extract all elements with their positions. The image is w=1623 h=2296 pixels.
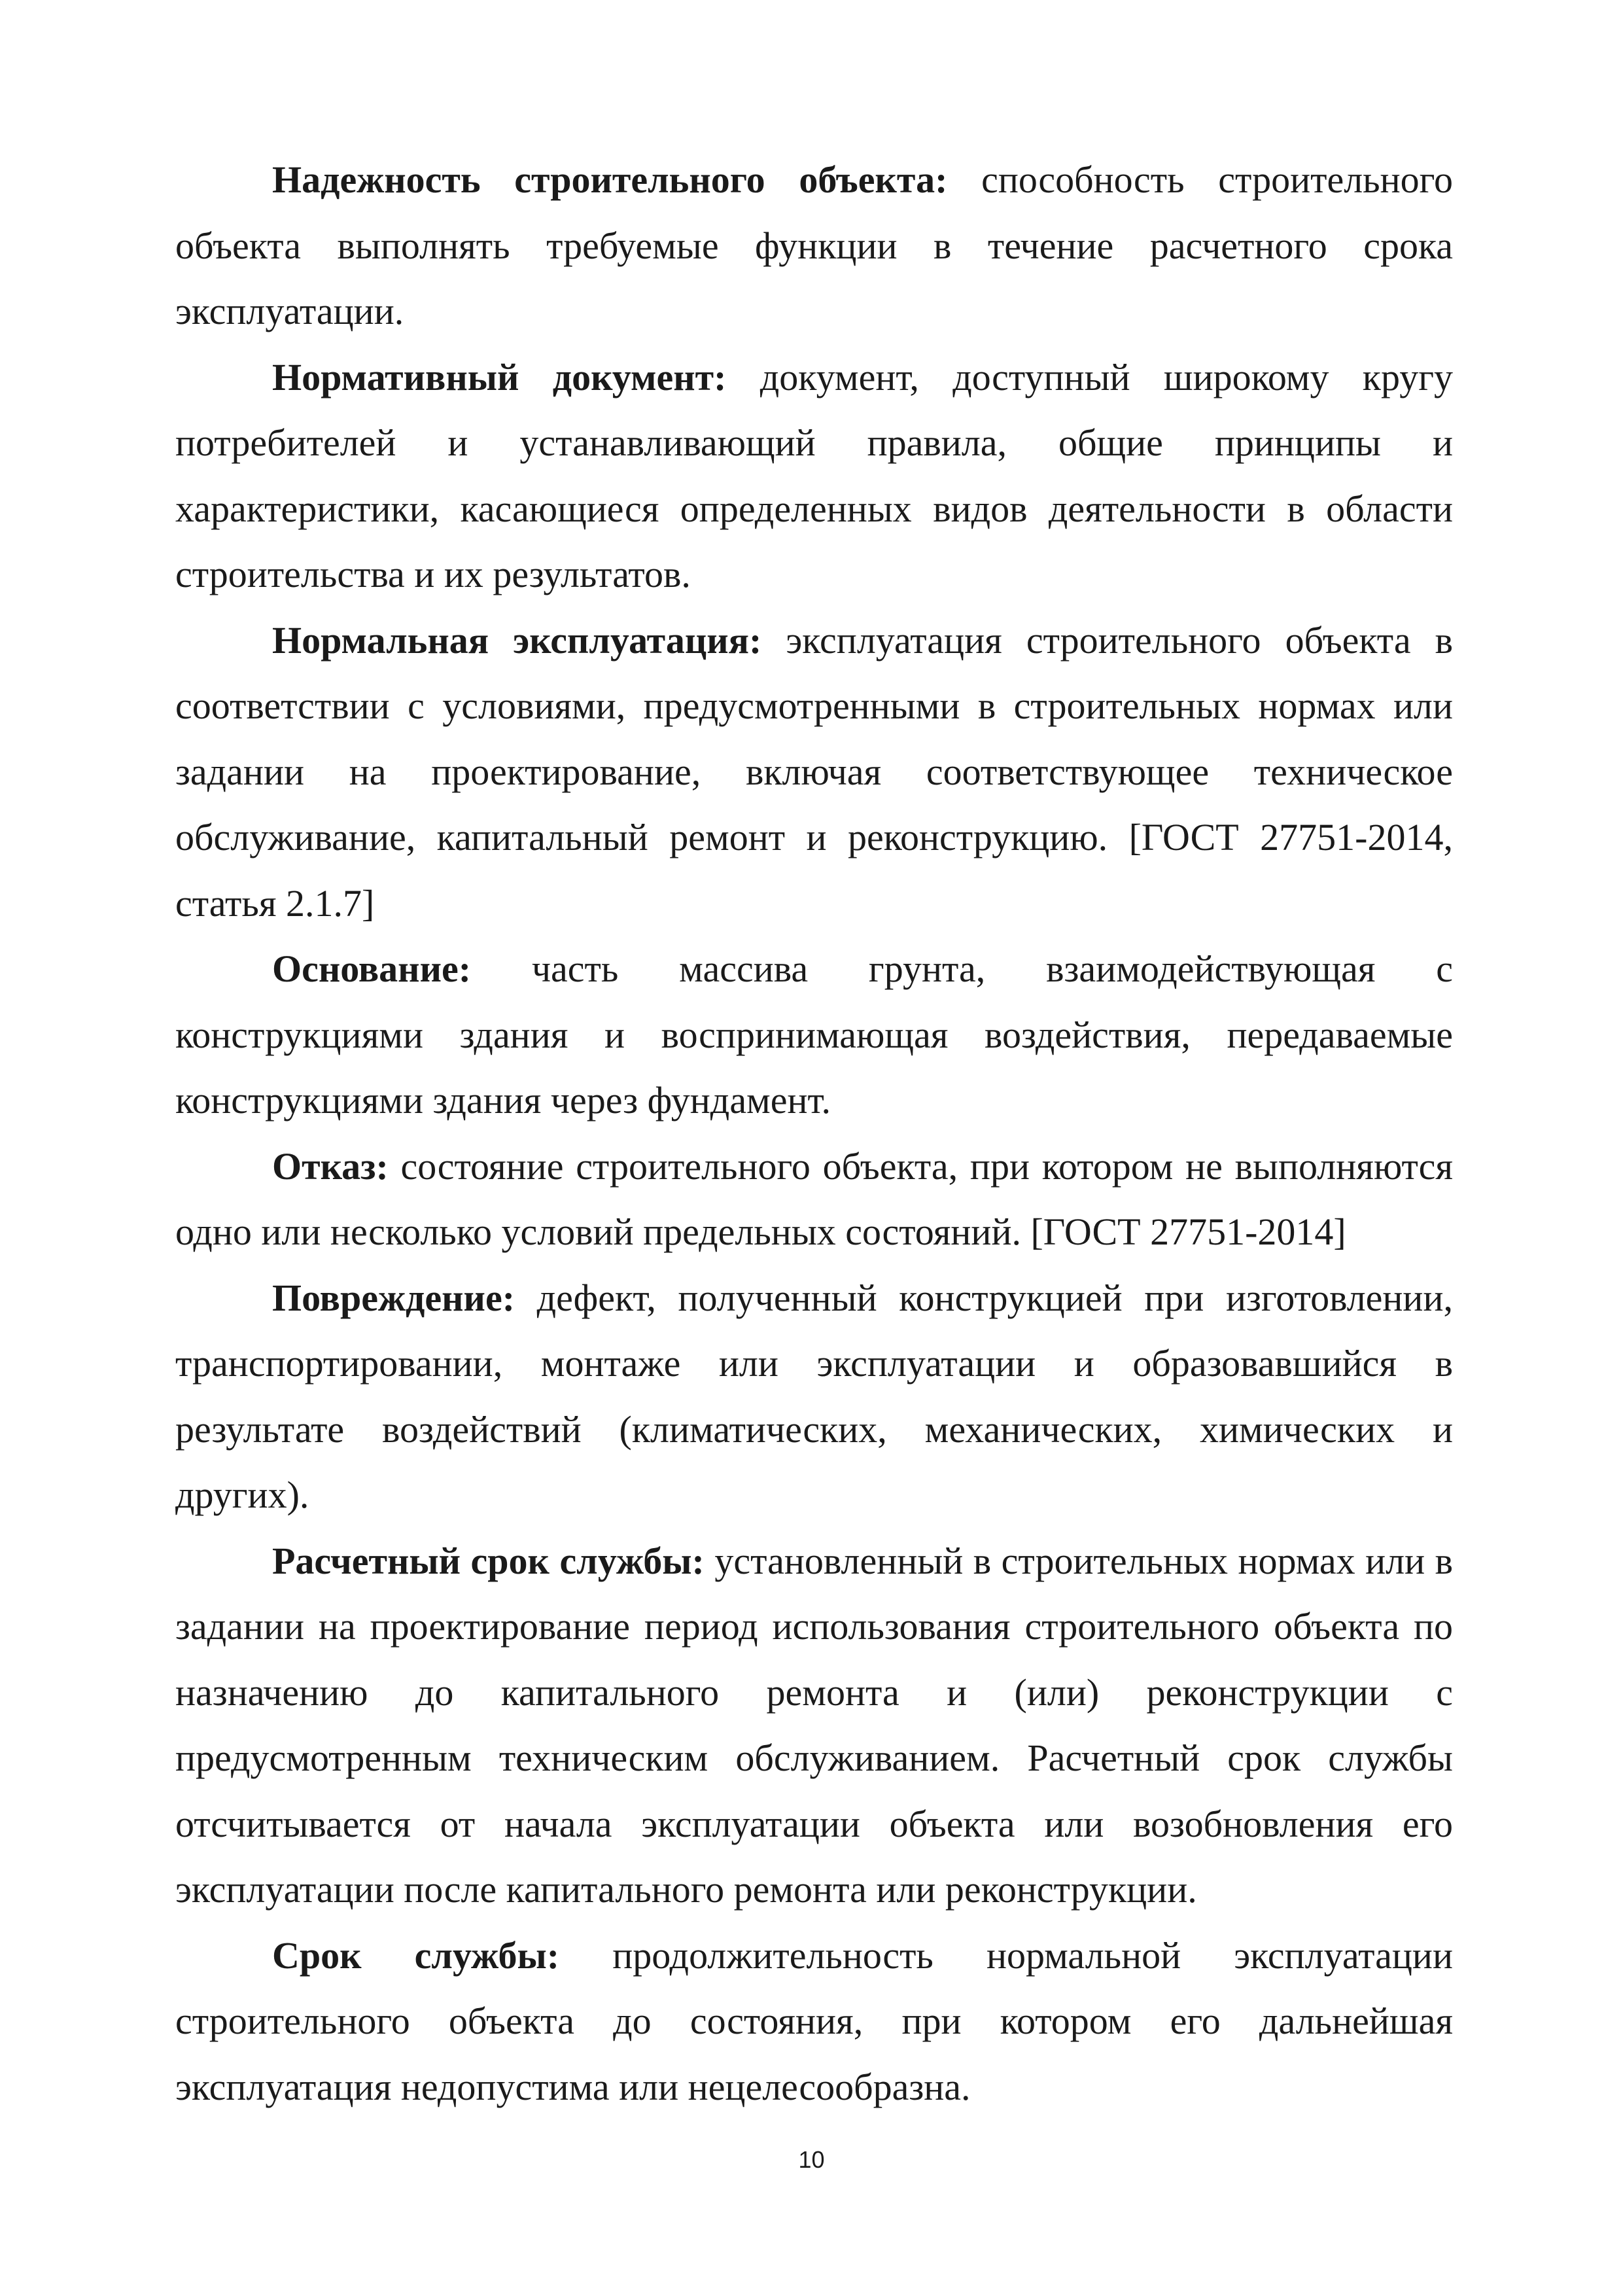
definition-text: установленный в строительных нормах или в задании на проектирование период использования строительного объекта по назначению до капитального ремонта и (или) реконструкции с предусмотренным техническим обслуживанием. Расчетный срок службы отсчитывается от начала эксплуатации объекта или возобновления его эксплуатации после капитального ремонта или реконструкции. — [175, 1539, 1454, 1911]
definition-text: способность строительного объекта выполнять требуемые функции в течение расчетного срока эксплуатации. — [175, 158, 1453, 332]
definition-paragraph — [175, 147, 1453, 345]
definition-term: Нормативный документ: — [272, 355, 727, 398]
definition-paragraph — [175, 1528, 1453, 1923]
definition-term: Срок службы: — [272, 1934, 560, 1977]
definition-paragraph — [175, 345, 1453, 608]
definition-text: документ, доступный широкому кругу потребителей и устанавливающий правила, общие принципы и характеристики, касающиеся определенных видов деятельности в области строительства и их результатов. — [175, 355, 1453, 595]
definition-text: дефект, полученный конструкцией при изготовлении, транспортировании, монтаже или эксплуатации и образовавшийся в результате воздействий (климатических, механических, химических и других). — [175, 1276, 1453, 1516]
definition-term: Нормальная эксплуатация: — [272, 618, 762, 662]
definitions-list — [175, 147, 1453, 2120]
definition-text: продолжительность нормальной эксплуатации строительного объекта до состояния, при котором его дальнейшая эксплуатация недопустима или нецелесообразна. — [175, 1934, 1454, 2108]
definition-term: Надежность строительного объекта: — [272, 158, 948, 201]
definition-text: часть массива грунта, взаимодействующая с конструкциями здания и воспринимающая воздействия, передаваемые конструкциями здания через фундамент. — [175, 947, 1453, 1122]
definition-term: Расчетный срок службы: — [272, 1539, 705, 1582]
definition-term: Основание: — [272, 947, 472, 990]
definition-paragraph — [175, 1134, 1453, 1265]
definition-paragraph — [175, 1923, 1453, 2121]
definition-text: эксплуатация строительного объекта в соответствии с условиями, предусмотренными в строительных нормах или задании на проектирование, включая соответствующее техническое обслуживание, капитальный ремонт и реконструкцию. [ГОСТ 27751-2014, статья 2.1.7] — [175, 618, 1453, 925]
definition-paragraph — [175, 936, 1453, 1134]
definition-paragraph — [175, 608, 1453, 937]
definition-term: Отказ: — [272, 1144, 389, 1188]
page-number: 10 — [798, 2146, 825, 2173]
definition-term: Повреждение: — [272, 1276, 515, 1319]
definition-text: состояние строительного объекта, при котором не выполняются одно или несколько условий предельных состояний. [ГОСТ 27751-2014] — [175, 1144, 1453, 1253]
definition-paragraph — [175, 1265, 1453, 1528]
